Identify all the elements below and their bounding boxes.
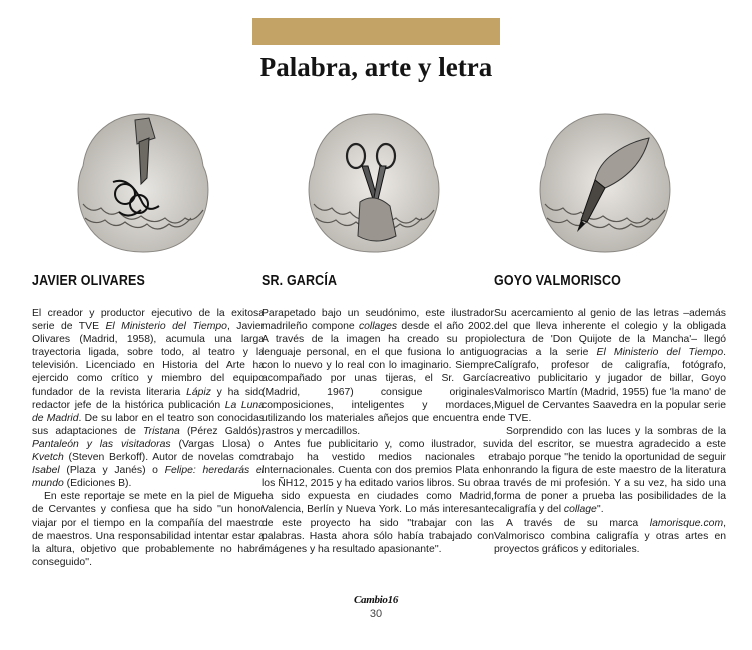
text-run: y ha sido redactor jefe de la histórica publicación [32,386,264,411]
text-run: Su acercamiento al genio de las letras –además del que lleva inherente el colegio y la obligada lectura de 'Don Quijote de la Mancha'– llegó gracias a la serie [494,308,726,359]
italic-text: Isabel [32,465,60,477]
paragraph [32,307,264,490]
italic-text: collage [563,504,597,516]
paragraph [32,490,264,569]
author-name-goyo-valmorisco: GOYO VALMORISCO [494,273,622,289]
hand-with-pen-drawing-monogram-icon [75,108,211,256]
text-run: (Plaza y Janés) o [59,465,165,477]
author-name-sr-garcia: SR. GARCÍA [262,273,338,289]
page-number: 30 [369,608,383,620]
text-run: (Steven Berkoff). Autor de novelas como [63,452,264,464]
italic-text: La Luna de Madrid [32,399,264,424]
text-run: Parapetado bajo un seudónimo, este ilustrador madrileño compone [262,308,494,333]
hand-with-quill-pen-icon [537,108,673,256]
italic-text: Lápiz [186,386,211,398]
italic-text: Kvetch [32,452,64,464]
page-title: Palabra, arte y letra [259,52,493,82]
paragraph [494,517,726,556]
header-gold-band [252,18,500,45]
author-name-javier-olivares: JAVIER OLIVARES [32,273,145,289]
italic-text: Tristana [143,425,180,437]
text-run: En este reportaje se mete en la piel de Miguel de Cervantes y confiesa que ha sido ''un honor viajar por el tiempo en la compañía del maestro de maestros. Una responsabilidad intentar estar a la altura, objetivo que probablemente no habré conseguido''. [32,491,264,568]
text-run: (Ediciones B). [63,478,132,490]
column-text-sr-garcia [262,307,494,556]
italic-text: lamorisque.com [649,517,724,529]
text-run: Sorprendido con las luces y la sombras de la vida del escritor, se muestra agradecido a este trabajo porque ''he tenido la oportunidad de seguir honrando la figura de este maestro de la literatura a través de mi profesión. Y a su vez, ha sido una forma de poner a prueba las posibilidades de la caligrafía y del [494,425,726,516]
text-run: (Pérez Galdós), [179,425,264,437]
text-run: , Javier Olivares (Madrid, 1958), acumula una larga trayectoria ligada, sobre todo, al teatro y la televisión. Licenciado en Historia del Arte ha ejercido como crítico y miembro del equipo fundador de la revista literaria [32,321,265,398]
text-run: El creador y productor ejecutivo de la exitosa serie de TVE [32,308,264,333]
hand-with-scissors-icon [306,108,442,256]
text-run: ''. [596,504,604,516]
text-run: (Vargas Llosa) o [170,438,264,450]
column-text-javier-olivares [32,307,264,569]
cambio16-logo: Cambio16 [353,594,399,606]
text-run: A través de su marca [506,517,650,529]
text-run: , Valmorisco combina caligrafía y otras artes en proyectos gráficos y editoriales. [494,517,726,555]
text-run: Antes fue publicitario y, como ilustrador, su trabajo ha vestido medios nacionales e internacionales. Cuenta con dos premios Plata en los ÑH12, 2015 y ha editado varios libros. Su obra ha sido expuesta en ciudades como Madrid, Valencia, Berlín y Nueva York. Lo más interesante de este proyecto ha sido ''trabajar con las palabras. Hasta ahora sólo había trabajado con imágenes y ha resultado apasionante''. [262,438,494,555]
italic-text: El Ministerio del Tiempo [105,321,227,333]
italic-text: Felipe: heredarás el mundo [32,465,264,490]
paragraph [494,425,726,517]
italic-text: Pantaleón y las visitadoras [32,438,171,450]
text-run: desde el año 2002. A través de la imagen ha creado su propio lenguaje personal, en el que fusiona lo antiguo con lo nuevo y lo real con lo imaginario. Siempre acompañado por unas tijeras, el Sr. García (Madrid, 1967) consigue originales composiciones, inteligentes y mordaces, utilizando los materiales añejos que encuentra en rastros y mercadillos. [262,321,494,437]
paragraph [494,307,726,425]
column-text-goyo-valmorisco [494,307,726,556]
italic-text: El Ministerio del Tiempo [596,347,724,359]
text-run: . Calígrafo, profesor de caligrafía, fotógrafo, creativo publicitario y jugador de billar, Goyo Valmorisco Martín (Madrid, 1955) fue 'la mano' de Miguel de Cervantes Saavedra en la popular serie de TVE. [494,347,726,424]
italic-text: collages [358,321,398,333]
text-run: . De su labor en el teatro son conocidas sus adaptaciones de [32,412,264,437]
paragraph [262,438,494,556]
paragraph [262,307,494,438]
